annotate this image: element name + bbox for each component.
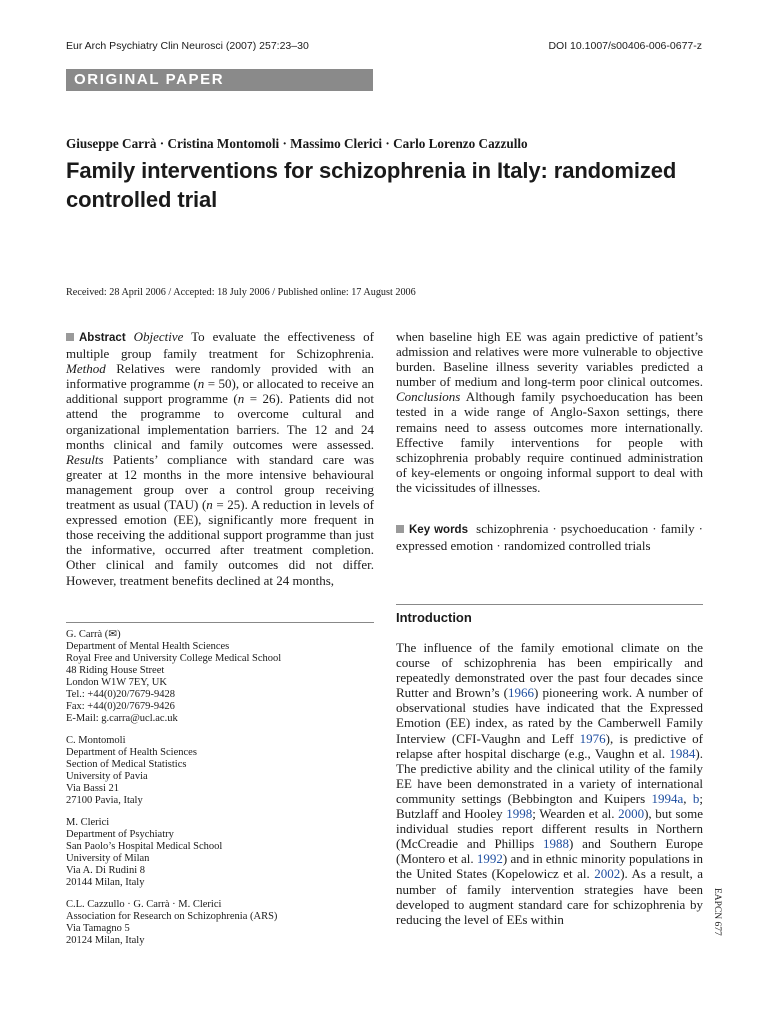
results-text: = 25). A reduction in levels of expressed emotion (EE), significantly more frequent in those receiving the additional support programme than just the informative, occurred after treatment completion. Other clinical and family outcomes did not differ. However, treatment benefits declined at 24 months, [66, 497, 374, 588]
affiliation-line: San Paolo’s Hospital Medical School [66, 841, 223, 852]
affiliation-line: C. Montomoli [66, 735, 126, 746]
method-text: Relatives were randomly provided with an informative programme ( [66, 361, 374, 392]
results-label: Results [66, 451, 104, 467]
keywords-label: Key words [409, 524, 468, 536]
section-square-icon [396, 525, 404, 533]
keywords-block [396, 521, 703, 553]
affiliation-divider [66, 622, 374, 623]
citation-link[interactable]: 2002 [594, 866, 621, 882]
affiliation-line: Via Tamagno 5 [66, 923, 130, 934]
intro-text: ) pioneering work. A number of observational studies have indicated that the Expressed Emotion (EE) index, as rated by the Camberwell Family Interview (CFI-Vaughn and Leff [396, 685, 703, 746]
affiliation-line: 20124 Milan, Italy [66, 935, 145, 946]
journal-reference: Eur Arch Psychiatry Clin Neurosci (2007) 257:23–30 [66, 40, 309, 52]
author-list: Giuseppe Carrà · Cristina Montomoli · Massimo Clerici · Carlo Lorenzo Cazzullo [66, 136, 528, 151]
intro-text: ), but some individual studies report different results in Northern (McCreadie and Phillips [396, 806, 703, 852]
intro-text: , [683, 790, 693, 806]
side-code: EAPCN 677 [712, 888, 722, 936]
keywords-text: schizophrenia · psychoeducation · family · expressed emotion · randomized controlled trials [396, 521, 703, 554]
affiliation-line: M. Clerici [66, 817, 110, 828]
email-link[interactable]: E-Mail: g.carra@ucl.ac.uk [66, 713, 178, 724]
citation-link[interactable]: 1998 [506, 806, 533, 822]
conclusions-label: Conclusions [396, 389, 461, 405]
intro-text: ). The predictive ability and the clinical utility of the family EE have been demonstrated in a variety of international community settings (Bebbington and Kuipers [396, 745, 703, 806]
intro-text: ) and Southern Europe (Montero et al. [396, 836, 703, 867]
intro-text: ; Butzlaff and Hooley [396, 790, 703, 822]
publication-dates: Received: 28 April 2006 / Accepted: 18 July 2006 / Published online: 17 August 2006 [66, 287, 416, 298]
article-type-banner: ORIGINAL PAPER [66, 69, 373, 91]
affiliations [66, 629, 366, 957]
affiliation-montomoli [66, 735, 366, 807]
citation-link[interactable]: b [692, 790, 700, 806]
affiliation-line: Department of Mental Health Sciences [66, 641, 230, 652]
abstract-left-column [66, 329, 374, 588]
intro-text: The influence of the family emotional climate on the course of schizophrenia has been empirically and repeatedly demonstrated over the past four decades since Rutter and Brown’s ( [396, 640, 703, 701]
citation-link[interactable]: 1992 [476, 851, 503, 867]
affiliation-line: G. Carrà (✉) [66, 629, 121, 640]
citation-link[interactable]: 1994a [651, 790, 684, 806]
citation-link[interactable]: 1966 [508, 685, 535, 701]
affiliation-line: Fax: +44(0)20/7679-9426 [66, 701, 175, 712]
method-text: = 50), or allocated to receive an additional support programme ( [66, 376, 374, 407]
article-title: Family interventions for schizophrenia in Italy: randomized controlled trial [66, 158, 677, 212]
affiliation-line: 27100 Pavia, Italy [66, 795, 143, 806]
section-square-icon [66, 333, 74, 341]
affiliation-line: 48 Riding House Street [66, 665, 165, 676]
objective-label: Objective [133, 329, 184, 344]
affiliation-carra [66, 629, 366, 725]
citation-link[interactable]: 1988 [543, 836, 569, 852]
intro-text: ) and in ethnic minority populations in the United States (Kopelowicz et al. [396, 851, 703, 882]
intro-text: ), is predictive of relapse after hospital discharge (e.g., Vaughn et al. [396, 730, 703, 761]
citation-link[interactable]: 1976 [579, 730, 606, 746]
method-label: Method [66, 361, 106, 377]
affiliation-line: 20144 Milan, Italy [66, 877, 145, 888]
affiliation-line: London W1W 7EY, UK [66, 677, 167, 688]
affiliation-ars [66, 899, 366, 947]
abstract-label: Abstract [79, 332, 126, 344]
affiliation-clerici [66, 817, 366, 889]
intro-text: ; Wearden et al. [532, 806, 619, 822]
affiliation-line: Department of Psychiatry [66, 829, 174, 840]
conclusions-text: Although family psychoeducation has been tested in a wide range of Anglo-Saxon settings, there remains need to assess outcomes more internationally. Effective family interventions for people with schizophrenia probably require continued administration of key-elements or ongoing informal support to deal with the vicissitudes of illnesses. [396, 389, 703, 495]
affiliation-line: C.L. Cazzullo · G. Carrà · M. Clerici [66, 899, 222, 910]
section-divider [396, 604, 703, 605]
affiliation-line: University of Milan [66, 853, 150, 864]
affiliation-line: Royal Free and University College Medical School [66, 653, 282, 664]
affiliation-line: Tel.: +44(0)20/7679-9428 [66, 689, 176, 700]
method-text: = 26). Patients did not attend the programme to overcome cultural and organizational implementation barriers. The 12 and 24 months clinical and family outcomes were assessed. [66, 391, 374, 452]
n-symbol: n [197, 376, 205, 392]
affiliation-line: University of Pavia [66, 771, 148, 782]
affiliation-line: Via Bassi 21 [66, 783, 120, 794]
doi: DOI 10.1007/s00406-006-0677-z [548, 40, 702, 52]
introduction-text [396, 640, 703, 927]
results-text: Patients’ compliance with standard care was greater at 12 months in the more intensive behavioural management group over a control group receiving treatment as usual (TAU) ( [66, 451, 374, 513]
affiliation-line: Section of Medical Statistics [66, 759, 187, 770]
objective-text: To evaluate the effectiveness of multiple group family treatment for Schizophrenia. [66, 329, 374, 362]
n-symbol: n [206, 497, 213, 513]
intro-text: ). As a result, a number of family intervention strategies have been developed to augment standard care for schizophrenia by reducing the level of EEs within [396, 866, 703, 927]
abstract-continuation: when baseline high EE was again predictive of patient’s admission and relatives were more vulnerable to objective burden. Baseline illness severity variables predicted a number of medium and long-term poor clinical outcomes. [396, 329, 703, 390]
n-symbol: n [237, 391, 245, 407]
citation-link[interactable]: 2000 [618, 806, 645, 822]
citation-link[interactable]: 1984 [669, 745, 696, 761]
affiliation-line: Department of Health Sciences [66, 747, 197, 758]
affiliation-line: Association for Research on Schizophrenia (ARS) [66, 911, 278, 922]
abstract-right-column [396, 329, 703, 495]
introduction-heading: Introduction [396, 610, 472, 625]
affiliation-line: Via A. Di Rudini 8 [66, 865, 145, 876]
